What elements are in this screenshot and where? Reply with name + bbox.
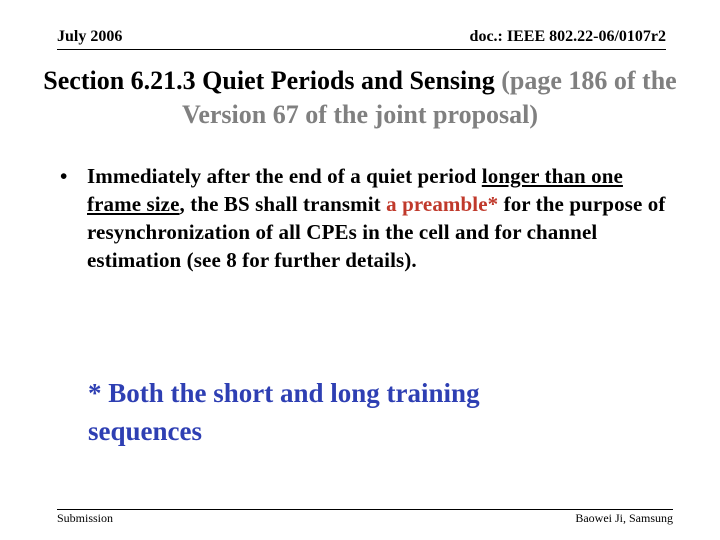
header-divider (57, 49, 666, 50)
slide-title-page-reference: (page 186 of the Version 67 of the joint proposal) (181, 66, 677, 129)
slide-title (40, 64, 680, 132)
header-date: July 2006 (57, 28, 123, 45)
bullet-item (57, 162, 669, 274)
bullet-text (87, 162, 669, 274)
footer-author: Baowei Ji, Samsung (575, 511, 673, 525)
bullet-icon: • (60, 164, 68, 188)
bullet-underlined-phrase: longer than one frame size (87, 164, 623, 216)
bullet-list (57, 162, 669, 274)
slide-title-main: Section 6.21.3 Quiet Periods and Sensing (43, 66, 495, 95)
bullet-text-part: for the purpose of resynchronization of all CPEs in the cell and for channel estimation (see 8 for further details). (87, 192, 666, 272)
footer-divider (57, 509, 673, 510)
header-doc-id: doc.: IEEE 802.22-06/0107r2 (469, 28, 666, 45)
footer-submission: Submission (57, 511, 114, 525)
bullet-highlight-phrase: a preamble* (386, 192, 499, 216)
bullet-text-part: Immediately after the end of a quiet period (87, 164, 482, 188)
footnote: * Both the short and long training sequences (88, 378, 480, 446)
bullet-text-part: , the BS shall transmit (179, 192, 387, 216)
